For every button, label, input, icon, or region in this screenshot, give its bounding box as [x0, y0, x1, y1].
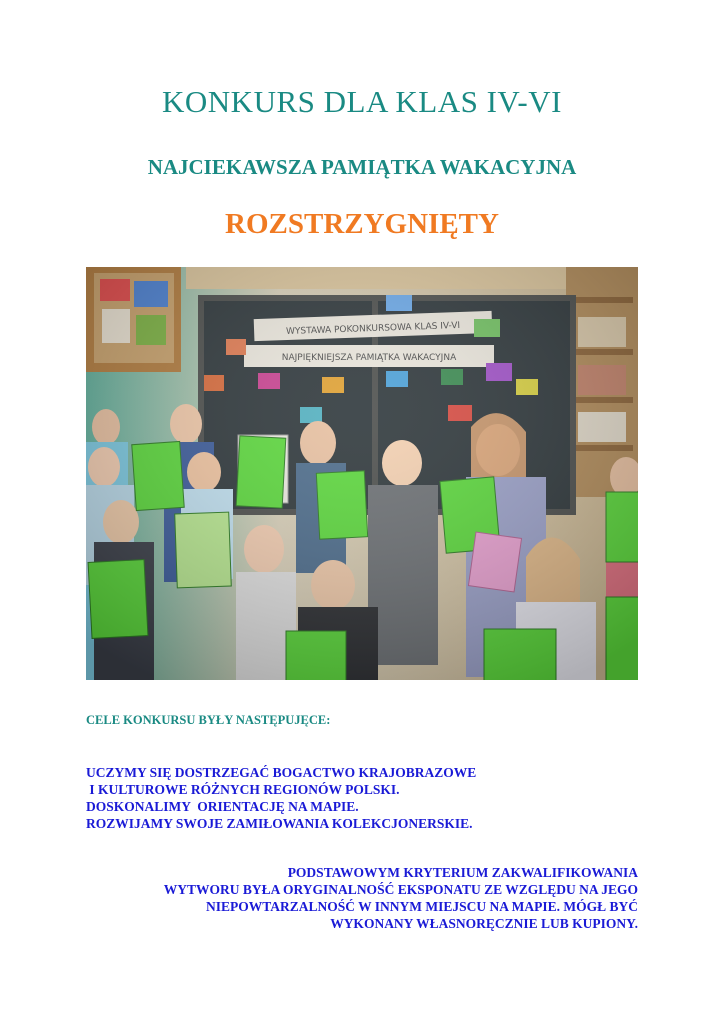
- goals-list: [86, 764, 476, 832]
- criterion-line: WYKONANY WŁASNORĘCZNIE LUB KUPIONY.: [330, 916, 638, 931]
- page-title: KONKURS DLA KLAS IV-VI: [162, 84, 562, 119]
- goal-line: I KULTUROWE RÓŻNYCH REGIONÓW POLSKI.: [86, 782, 400, 797]
- criterion-paragraph: [78, 864, 638, 932]
- contest-subtitle: NAJCIEKAWSZA PAMIĄTKA WAKACYJNA: [147, 155, 577, 179]
- criterion-line: NIEPOWTARZALNOŚĆ W INNYM MIEJSCU NA MAPIE. MÓGŁ BYĆ: [205, 899, 638, 914]
- goal-line: DOSKONALIMY ORIENTACJĘ NA MAPIE.: [86, 799, 359, 814]
- goal-line: UCZYMY SIĘ DOSTRZEGAĆ BOGACTWO KRAJOBRAZOWE: [86, 765, 477, 780]
- goals-heading: CELE KONKURSU BYŁY NASTĘPUJĘCE:: [86, 713, 331, 727]
- goal-line: ROZWIJAMY SWOJE ZAMIŁOWANIA KOLEKCJONERSKIE.: [86, 816, 473, 831]
- criterion-line: WYTWORU BYŁA ORYGINALNOŚĆ EKSPONATU ZE WZGLĘDU NA JEGO: [163, 882, 638, 897]
- contest-status: ROZSTRZYGNIĘTY: [225, 208, 499, 240]
- criterion-line: PODSTAWOWYM KRYTERIUM ZAKWALIFIKOWANIA: [287, 865, 638, 880]
- class-photo: [86, 267, 638, 680]
